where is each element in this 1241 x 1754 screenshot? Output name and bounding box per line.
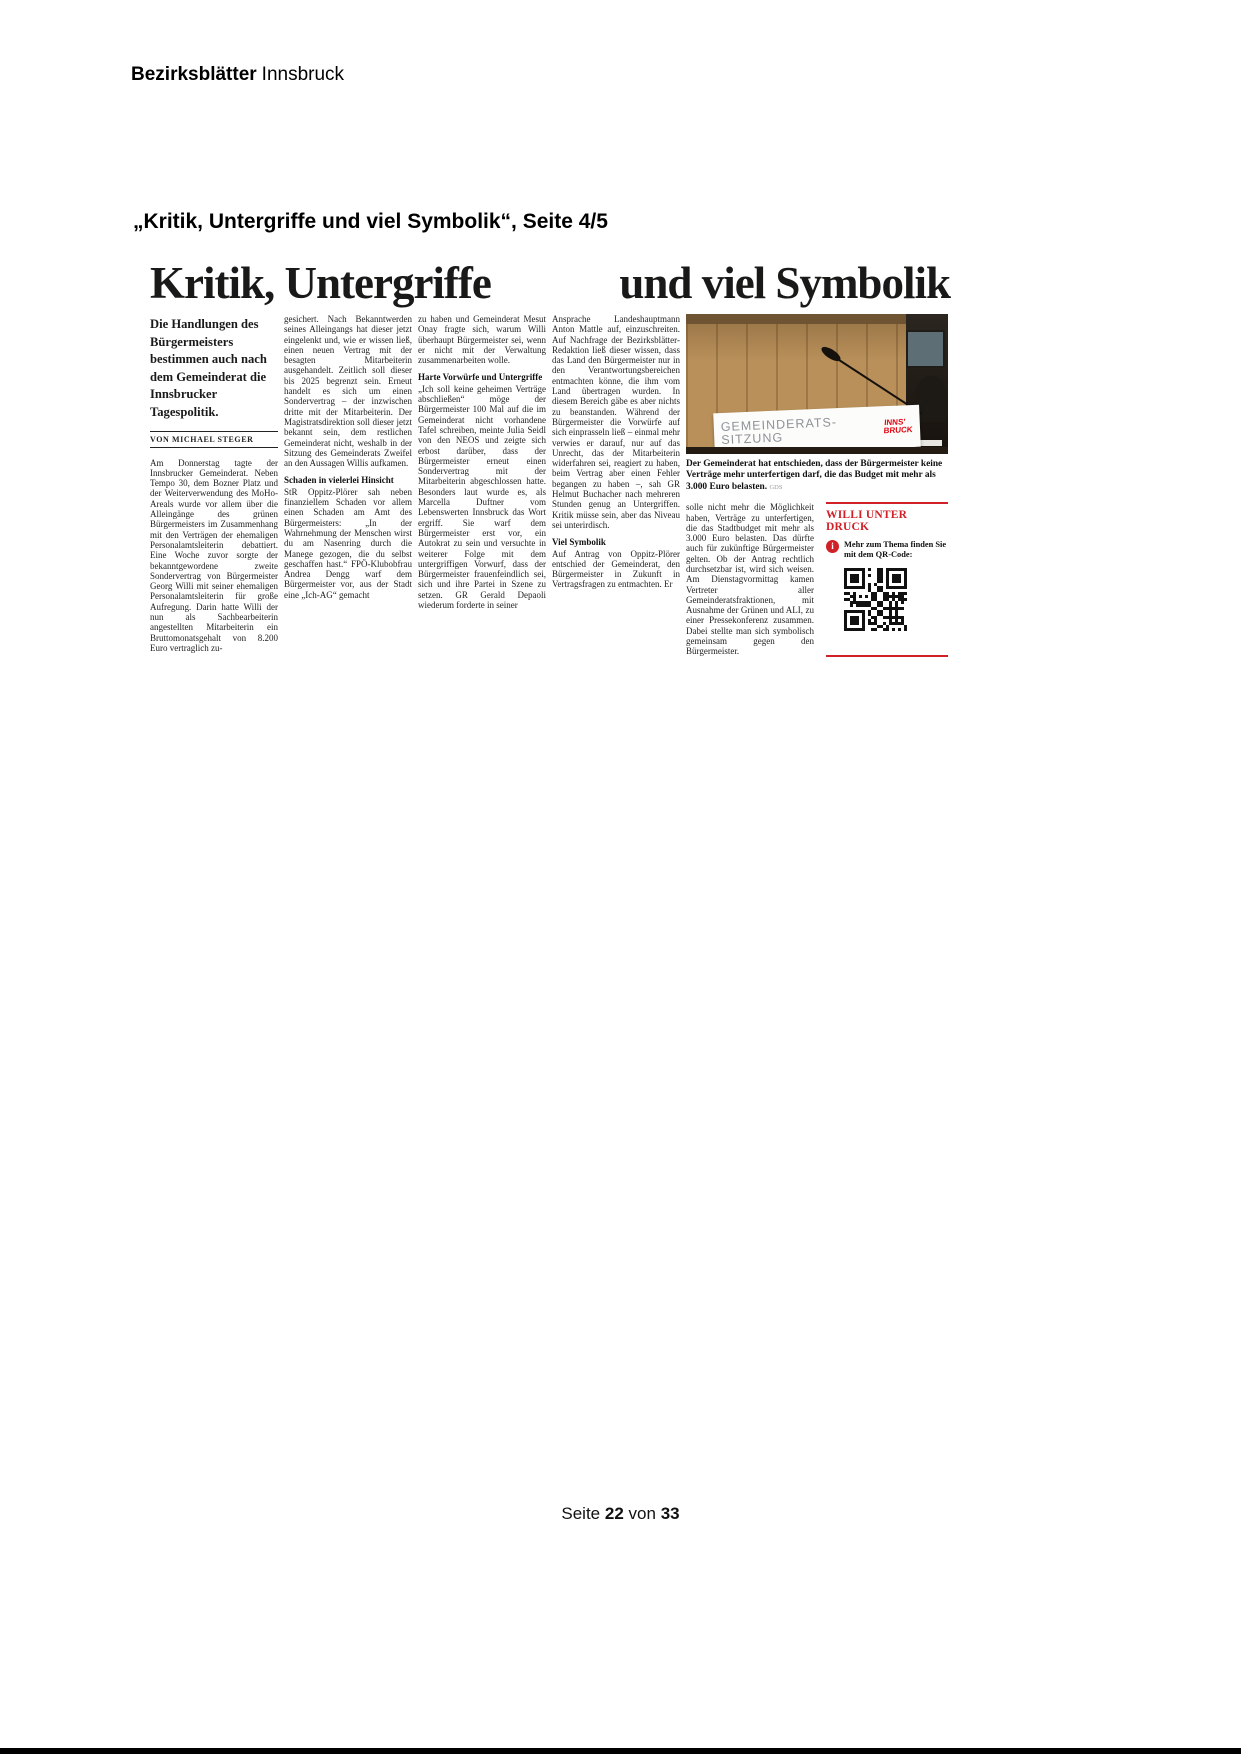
- bottom-row: [686, 502, 948, 656]
- info-box-row: [826, 540, 948, 560]
- photo-desk-edge: [686, 447, 948, 454]
- logo-line2: BRUCK: [883, 424, 913, 436]
- headline-right: und viel Symbolik: [619, 258, 950, 308]
- info-box-text: Mehr zum Thema finden Sie mit dem QR-Code:: [844, 540, 947, 560]
- article-lead: Die Handlungen des Bürgermeisters bestimmen auch nach dem Gemeinderat die Innsbrucker Tagespolitik.: [150, 317, 267, 419]
- column1-body: Am Donnerstag tagte der Innsbrucker Gemeinderat. Neben Tempo 30, dem Bozner Platz und der Weiterverwendung des MoHo-Areals wurde vor allem über die Alleingänge des grünen Bürgermeisters im Zusammenhang mit den Verträgen der ehemaligen Personalamtsleiterin debattiert. Eine Woche zuvor sorgte der bekanntgewordene zweite Sondervertrag von Bürgermeister Georg Willi mit seiner ehemaligen Personalamtsleiterin für große Aufregung. Darin hatte Willi der nun als Sachbearbeiterin angestellten Mitarbeiterin ein Bruttomonatsgehalt von 8.200 Euro vertraglich zu-: [150, 457, 278, 653]
- info-icon: i: [826, 540, 839, 553]
- column5-paragraph: solle nicht mehr die Möglichkeit haben, Verträge zu unterfertigen, die das Stadtbudget mit mehr als 3.000 Euro belasten. Das dürfte auch für zukünftige Bürgermeister gelten. Ob der Antrag rechtlich durchsetzbar ist, wird sich weisen. Am Dienstagvormittag kamen Vertreter aller Gemeinderatsfraktionen, mit Ausnahme der Grünen und ALI, zu einer Pressekonferenz zusammen. Dabei stellte man sich symbolisch gemeinsam gegen den Bürgermeister.: [686, 502, 814, 657]
- publication-edition: Innsbruck: [261, 64, 345, 85]
- column-4: [552, 314, 680, 657]
- caption-credit: GDS: [769, 483, 783, 491]
- page-footer: [0, 1504, 1241, 1524]
- footer-separator: von: [628, 1504, 656, 1523]
- photo-caption: [686, 459, 948, 493]
- sign-text: [721, 416, 838, 448]
- logo-line1: INNS’: [884, 417, 906, 428]
- column3-paragraph-1: zu haben und Gemeinderat Mesut Onay fragte sich, warum Willi überhaupt Bürgermeister sei, wenn er nicht mit der Verwaltung zusammenarbeiten wolle.: [418, 314, 546, 366]
- photo-column: [686, 314, 948, 657]
- publication-name: Bezirksblätter: [131, 64, 257, 85]
- column3-paragraph-2: „Ich soll keine geheimen Verträge abschließen“ möge der Bürgermeister 100 Mal auf die im Gemeinderat nicht vorhandene Tafel schreiben, meinte Julia Seidl von den NEOS und zeigte sich erbost darüber, dass der Bürgermeister erneut einen Sondervertrag mit der Mitarbeiterin abgeschlossen hatte. Besonders laut wurde es, als Marcella Duftner vom Lebenswerten Innsbruck das Wort ergriff. Sie warf dem Bürgermeister erst vor, ein Autokrat zu sein und versuchte in weiterer Folge mit dem untergriffigen Vorwurf, dass der Bürgermeister frauenfeindlich sei, sich und ihre Partei in Szene zu setzen. GR Gerald Depaoli wiederum forderte in seiner: [418, 383, 546, 611]
- innsbruck-logo: [884, 418, 914, 435]
- column2-paragraph-1: gesichert. Nach Bekanntwerden seines Alleingangs hat dieser jetzt eingelenkt und, wie er wissen ließ, einen neuen Vertrag mit der besagten Mitarbeiterin ausgehandelt. Zeitlich soll dieser bis 2025 begrenzt sein. Erneut handelt es sich um einen Sondervertrag – der inzwischen dritte mit der Mitarbeiterin. Der Magistratsdirektion soll dieser jetzt bekannt sein, dem restlichen Gemeinderat nicht, weshalb in der Sitzung des Gemeinderats Zweifel an den Aussagen Willis aufkamen.: [284, 314, 412, 469]
- column4-paragraph-2: Auf Antrag von Oppitz-Plörer entschied der Gemeinderat, den Bürgermeister in Zukunft in Vertragsfragen zu entmachten. Er: [552, 548, 680, 590]
- newspaper-clipping: [150, 256, 950, 657]
- lead-column: [150, 314, 278, 657]
- column3-subhead: Harte Vorwürfe und Untergriffe: [418, 372, 543, 383]
- caption-text: Der Gemeinderat hat entschieden, dass der Bürgermeister keine Verträge mehr unterfertigen darf, die das Budget mit mehr als 3.000 Euro belasten.: [686, 459, 943, 492]
- article-byline: VON MICHAEL STEGER: [150, 431, 278, 448]
- article-headline: [150, 256, 950, 306]
- info-box: [826, 502, 948, 656]
- column4-paragraph-1: Ansprache Landeshauptmann Anton Mattle auf, einzuschreiten. Auf Nachfrage der Bezirksblätter-Redaktion ließ dieser wissen, dass das Land den Bürgermeister nur in den Verantwortungsbereichen entmachten könne, die ihm vom Land übertragen wurden. In diesem Bereich gäbe es aber nichts zu beanstanden. Während der Bürgermeister die Vorwürfe auf sich einprasseln ließ – einmal mehr verwies er darauf, nur auf das Unrecht, das der Mitarbeiterin widerfahren sei, reagiert zu haben, beim Vertrag aber einen Fehler begangen zu haben –, sah GR Helmut Buchacher nach mehreren Stunden genug an Untergriffen. Kritik müsse sein, aber das Niveau sei unterirdisch.: [552, 314, 680, 530]
- column2-paragraph-2: StR Oppitz-Plörer sah neben finanziellem Schaden vor allem einen Schaden am Amt des Bürgermeisters: „In der Wahrnehmung der Menschen wirst du am Nasenring durch die Manege gezogen, die du selbst geschaffen hast.“ FPÖ-Klubobfrau Andrea Dengg warf dem Bürgermeister vor, aus der Stadt eine „Ich-AG“ gemacht: [284, 486, 412, 600]
- article-columns: [150, 314, 950, 657]
- column-2: [284, 314, 412, 657]
- qr-code: [844, 568, 907, 631]
- column-3: [418, 314, 546, 657]
- column4-subhead: Viel Symbolik: [552, 537, 606, 548]
- sign-line1: GEMEINDERATS-: [720, 414, 838, 434]
- sign-line2: SITZUNG: [721, 430, 784, 448]
- footer-prefix: Seite: [561, 1504, 601, 1523]
- article-photo: [686, 314, 948, 454]
- footer-current-page: 22: [604, 1504, 624, 1523]
- document-header: [131, 64, 344, 86]
- page-title: „Kritik, Untergriffe und viel Symbolik“, Seite 4/5: [133, 210, 608, 233]
- column-5: [686, 502, 814, 656]
- scan-edge: [0, 1748, 1241, 1754]
- column2-subhead: Schaden in vielerlei Hinsicht: [284, 475, 394, 486]
- info-box-title: WILLI UNTER DRUCK: [826, 509, 908, 534]
- headline-left: Kritik, Untergriffe: [150, 258, 491, 308]
- footer-total-pages: 33: [660, 1504, 680, 1523]
